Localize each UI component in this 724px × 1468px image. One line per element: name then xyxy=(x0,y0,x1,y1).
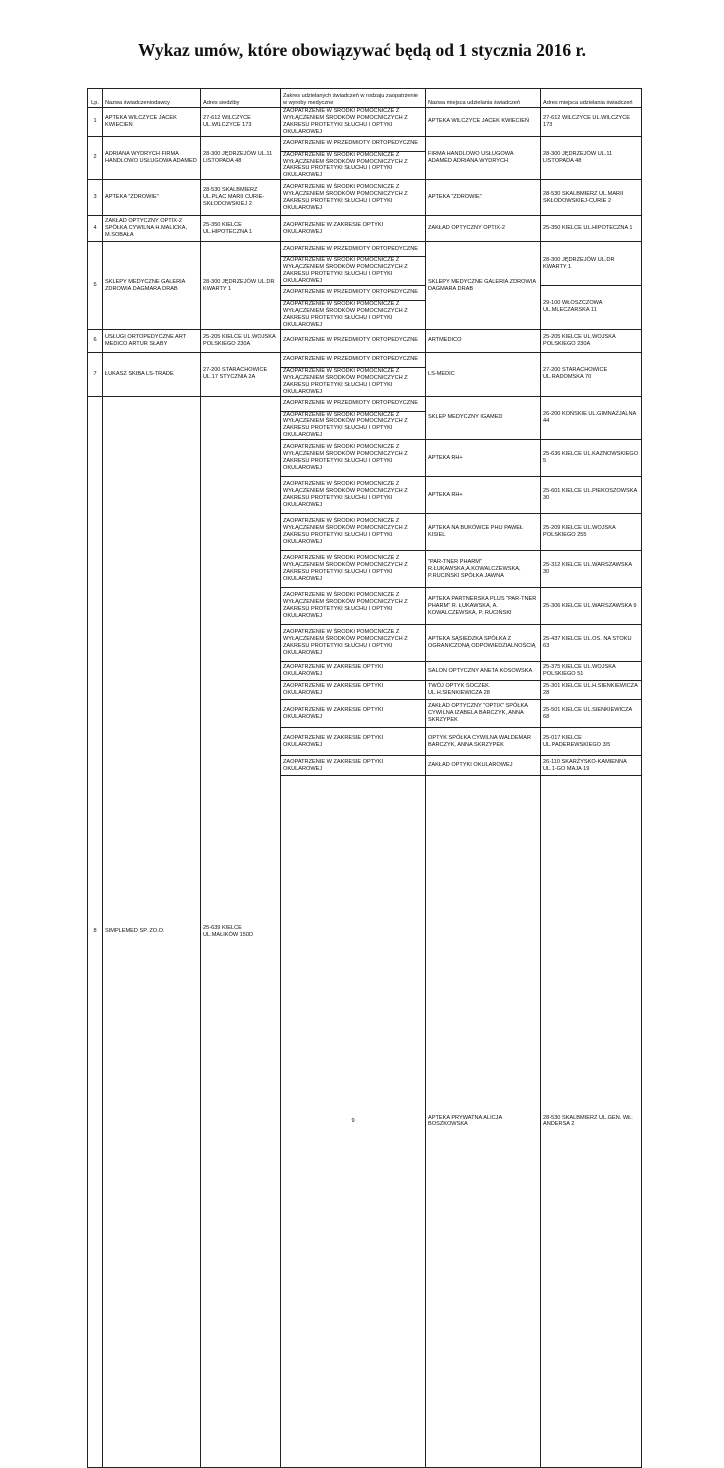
cell-place-address: 26-110 SKARŻYSKO-KAMIENNA UL.1-GO MAJA 19 xyxy=(541,756,642,776)
cell-scope: ZAOPATRZENIE W PRZEDMIOTY ORTOPEDYCZNE xyxy=(281,396,426,411)
header-address: Adres siedziby xyxy=(201,89,281,108)
header-lp: Lp. xyxy=(88,89,103,108)
cell-place: APTEKA WILCZYCE JACEK KWIECIEŃ xyxy=(426,108,541,137)
cell-lp: 4 xyxy=(88,216,103,242)
cell-place: OPTYK SPÓŁKA CYWILNA WALDEMAR BARCZYK, ANNA SKRZYPEK xyxy=(426,728,541,756)
cell-address: 27-200 STARACHOWICE UL.17 STYCZNIA 2A xyxy=(201,352,281,396)
cell-lp: 9 xyxy=(281,776,426,1468)
cell-address: 27-612 WILCZYCE UL.WILCZYCE 173 xyxy=(201,108,281,137)
cell-place-address: 28-530 SKALBMIERZ UL.MARII SKŁODOWSKIEJ-CURIE 2 xyxy=(541,180,642,216)
cell-scope: ZAOPATRZENIE W ŚRODKI POMOCNICZE Z WYŁĄCZENIEM ŚRODKÓW POMOCNICZYCH Z ZAKRESU PROTETYKI SŁUCHU I OPTYKI OKULAROWEJ xyxy=(281,514,426,551)
cell-scope: ZAOPATRZENIE W ŚRODKI POMOCNICZE Z WYŁĄCZENIEM ŚRODKÓW POMOCNICZYCH Z ZAKRESU PROTETYKI SŁUCHU I OPTYKI OKULAROWEJ xyxy=(281,180,426,216)
cell-place-address: 25-306 KIELCE UL.WARSZAWSKA 9 xyxy=(541,588,642,625)
cell-place: APTEKA RH+ xyxy=(426,440,541,477)
cell-provider: APTEKA "ZDROWIE" xyxy=(103,180,201,216)
cell-scope: ZAOPATRZENIE W ŚRODKI POMOCNICZE Z WYŁĄCZENIEM ŚRODKÓW POMOCNICZYCH Z ZAKRESU PROTETYKI SŁUCHU I OPTYKI OKULAROWEJ xyxy=(281,108,426,137)
cell-scope: ZAOPATRZENIE W ŚRODKI POMOCNICZE Z WYŁĄCZENIEM ŚRODKÓW POMOCNICZYCH Z ZAKRESU PROTETYKI SŁUCHU I OPTYKI OKULAROWEJ xyxy=(281,257,426,286)
cell-place: SALON OPTYCZNY ANETA KOSOWSKA xyxy=(426,662,541,681)
cell-lp: 6 xyxy=(88,329,103,352)
cell-address: 28-300 JĘDRZEJÓW UL.11 LISTOPADA 48 xyxy=(201,136,281,180)
cell-lp: 3 xyxy=(88,180,103,216)
cell-place-address: 27-200 STARACHOWICE UL.RADOMSKA 70 xyxy=(541,352,642,396)
table-row xyxy=(88,108,642,137)
cell-place: ZAKŁAD OPTYCZNY OPTIX-2 xyxy=(426,216,541,242)
cell-scope: ZAOPATRZENIE W ŚRODKI POMOCNICZE Z WYŁĄCZENIEM ŚRODKÓW POMOCNICZYCH Z ZAKRESU PROTETYKI SŁUCHU I OPTYKI OKULAROWEJ xyxy=(281,477,426,514)
table-row xyxy=(88,329,642,352)
cell-place: LS-MEDIC xyxy=(426,352,541,396)
cell-place-address: 25-301 KIELCE UL.H.SIENKIEWICZA 28 xyxy=(541,681,642,700)
cell-scope: ZAOPATRZENIE W ZAKRESIE OPTYKI OKULAROWEJ xyxy=(281,681,426,700)
cell-place: APTEKA RH+ xyxy=(426,477,541,514)
cell-scope: ZAOPATRZENIE W PRZEDMIOTY ORTOPEDYCZNE xyxy=(281,242,426,257)
cell-scope: ZAOPATRZENIE W ŚRODKI POMOCNICZE Z WYŁĄCZENIEM ŚRODKÓW POMOCNICZYCH Z ZAKRESU PROTETYKI SŁUCHU I OPTYKI OKULAROWEJ xyxy=(281,440,426,477)
cell-scope: ZAOPATRZENIE W ŚRODKI POMOCNICZE Z WYŁĄCZENIEM ŚRODKÓW POMOCNICZYCH Z ZAKRESU PROTETYKI SŁUCHU I OPTYKI OKULAROWEJ xyxy=(281,151,426,180)
cell-address: 25-350 KIELCE UL.HIPOTECZNA 1 xyxy=(201,216,281,242)
cell-scope: ZAOPATRZENIE W PRZEDMIOTY ORTOPEDYCZNE xyxy=(281,329,426,352)
table-row xyxy=(88,242,642,257)
header-place: Nazwa miejsca udzielania świadczeń xyxy=(426,89,541,108)
page-title: Wykaz umów, które obowiązywać będą od 1 stycznia 2016 r. xyxy=(137,40,587,60)
header-place-address: Adres miejsca udzielania świadczeń xyxy=(541,89,642,108)
cell-address: 28-530 SKALBMIERZ UL.PLAC MARII CURIE-SKŁODOWSKIEJ 2 xyxy=(201,180,281,216)
cell-address: 28-300 JĘDRZEJÓW UL.DR KWARTY 1 xyxy=(201,242,281,330)
cell-place-address: 25-636 KIELCE UL.KAZNOWSKIEGO 5 xyxy=(541,440,642,477)
cell-address: 25-205 KIELCE UL.WOJSKA POLSKIEGO 230A xyxy=(201,329,281,352)
cell-scope: ZAOPATRZENIE W ŚRODKI POMOCNICZE Z WYŁĄCZENIEM ŚRODKÓW POMOCNICZYCH Z ZAKRESU PROTETYKI SŁUCHU I OPTYKI OKULAROWEJ xyxy=(281,551,426,588)
cell-place-address: 25-312 KIELCE UL.WARSZAWSKA 30 xyxy=(541,551,642,588)
cell-provider: APTEKA PRYWATNA ALICJA BOSZKOWSKA xyxy=(426,776,541,1468)
cell-address: 25-639 KIELCE UL.MALIKÓW 150D xyxy=(201,396,281,1467)
cell-place-address: 27-612 WILCZYCE UL.WILCZYCE 173 xyxy=(541,108,642,137)
cell-place: ARTMEDICO xyxy=(426,329,541,352)
cell-place-address: 28-300 JĘDRZEJÓW UL.DR KWARTY 1 xyxy=(541,242,642,286)
cell-place: SKLEPY MEDYCZNE GALERIA ZDROWIA DAGMARA DRAB xyxy=(426,242,541,330)
cell-provider: SKLEPY MEDYCZNE GALERIA ZDROWIA DAGMARA DRAB xyxy=(103,242,201,330)
cell-scope: ZAOPATRZENIE W ZAKRESIE OPTYKI OKULAROWEJ xyxy=(281,216,426,242)
cell-lp: 8 xyxy=(88,396,103,1467)
cell-scope: ZAOPATRZENIE W PRZEDMIOTY ORTOPEDYCZNE xyxy=(281,285,426,300)
cell-place-address: 29-100 WŁOSZCZOWA UL.MLECZARSKA 11 xyxy=(541,285,642,329)
cell-place: ZAKŁAD OPTYKI OKULAROWEJ xyxy=(426,756,541,776)
cell-place: APTEKA NA BUKÓWCE PHU PAWEŁ KISIEL xyxy=(426,514,541,551)
cell-lp: 2 xyxy=(88,136,103,180)
cell-place-address: 25-017 KIELCE UL.PADEREWSKIEGO 3/5 xyxy=(541,728,642,756)
cell-provider: ŁUKASZ SKIBA LS-TRADE xyxy=(103,352,201,396)
cell-place: APTEKA SĄSIEDZKA SPÓŁKA Z OGRANICZONĄ ODPOWIEDZIALNOŚCIĄ xyxy=(426,625,541,662)
cell-place: "PAR-TNER PHARM" R.ŁUKAWSKA,A.KOWALCZEWSKA, P.RUCIŃSKI SPÓŁKA JAWNA xyxy=(426,551,541,588)
cell-scope: ZAOPATRZENIE W ŚRODKI POMOCNICZE Z WYŁĄCZENIEM ŚRODKÓW POMOCNICZYCH Z ZAKRESU PROTETYKI SŁUCHU I OPTYKI OKULAROWEJ xyxy=(281,300,426,329)
cell-place: TWÓJ OPTYK SOCZEK. UL.H.SIENKIEWICZA 28 xyxy=(426,681,541,700)
cell-provider: USŁUGI ORTOPEDYCZNE ART MEDICO ARTUR SŁABY xyxy=(103,329,201,352)
cell-place-address: 28-300 JĘDRZEJÓW UL.11 LISTOPADA 48 xyxy=(541,136,642,180)
cell-scope: ZAOPATRZENIE W ŚRODKI POMOCNICZE Z WYŁĄCZENIEM ŚRODKÓW POMOCNICZYCH Z ZAKRESU PROTETYKI SŁUCHU I OPTYKI OKULAROWEJ xyxy=(281,411,426,440)
cell-place: ZAKŁAD OPTYCZNY "OPTIX" SPÓŁKA CYWILNA IZABELA BARCZYK, ANNA SKRZYPEK xyxy=(426,700,541,728)
cell-lp: 7 xyxy=(88,352,103,396)
cell-scope: ZAOPATRZENIE W ZAKRESIE OPTYKI OKULAROWEJ xyxy=(281,662,426,681)
cell-place-address: 25-501 KIELCE UL.SIENKIEWICZA 68 xyxy=(541,700,642,728)
cell-lp: 1 xyxy=(88,108,103,137)
cell-place-address: 26-200 KOŃSKIE UL.GIMNAZJALNA 44 xyxy=(541,396,642,440)
cell-scope: ZAOPATRZENIE W ŚRODKI POMOCNICZE Z WYŁĄCZENIEM ŚRODKÓW POMOCNICZYCH Z ZAKRESU PROTETYKI SŁUCHU I OPTYKI OKULAROWEJ xyxy=(281,588,426,625)
header-scope: Zakres udzielanych świadczeń w rodzaju zaopatrzenie w wyroby medyczne xyxy=(281,89,426,108)
cell-scope: ZAOPATRZENIE W ZAKRESIE OPTYKI OKULAROWEJ xyxy=(281,728,426,756)
cell-scope: ZAOPATRZENIE W PRZEDMIOTY ORTOPEDYCZNE xyxy=(281,352,426,367)
contracts-table xyxy=(87,88,642,1468)
cell-lp: 5 xyxy=(88,242,103,330)
cell-place-address: 25-601 KIELCE UL.PIEKOSZOWSKA 30 xyxy=(541,477,642,514)
cell-place: APTEKA PARTNERSKA PLUS "PAR-TNER PHARM" R. ŁUKAWSKA, A. KOWALCZEWSKA, P. RUCIŃSKI xyxy=(426,588,541,625)
cell-place-address: 25-375 KIELCE UL.WOJSKA POLSKIEGO 51 xyxy=(541,662,642,681)
cell-place: FIRMA HANDLOWO USŁUGOWA ADAMED ADRIANA WYDRYCH xyxy=(426,136,541,180)
table-row xyxy=(88,180,642,216)
table-row xyxy=(88,136,642,151)
table-row xyxy=(88,216,642,242)
cell-provider: ZAKŁAD OPTYCZNY OPTIX-2 SPÓŁKA CYWILNA H.MALICKA, M.SOBAŁA xyxy=(103,216,201,242)
cell-provider: APTEKA WILCZYCE JACEK KWIECIEŃ xyxy=(103,108,201,137)
cell-place-address: 25-437 KIELCE UL.OS. NA STOKU 63 xyxy=(541,625,642,662)
cell-place: SKLEP MEDYCZNY IGAMED xyxy=(426,396,541,440)
cell-place-address: 25-350 KIELCE UL.HIPOTECZNA 1 xyxy=(541,216,642,242)
cell-scope: ZAOPATRZENIE W ZAKRESIE OPTYKI OKULAROWEJ xyxy=(281,756,426,776)
cell-place: APTEKA "ZDROWIE" xyxy=(426,180,541,216)
cell-provider: SIMPLEMED SP. ZO.O. xyxy=(103,396,201,1467)
header-row xyxy=(88,89,642,108)
cell-place-address: 25-209 KIELCE UL.WOJSKA POLSKIEGO 255 xyxy=(541,514,642,551)
table-row xyxy=(88,352,642,367)
header-provider: Nazwa świadczeniodawcy xyxy=(103,89,201,108)
cell-scope: ZAOPATRZENIE W ŚRODKI POMOCNICZE Z WYŁĄCZENIEM ŚRODKÓW POMOCNICZYCH Z ZAKRESU PROTETYKI SŁUCHU I OPTYKI OKULAROWEJ xyxy=(281,367,426,396)
cell-scope: ZAOPATRZENIE W ŚRODKI POMOCNICZE Z WYŁĄCZENIEM ŚRODKÓW POMOCNICZYCH Z ZAKRESU PROTETYKI SŁUCHU I OPTYKI OKULAROWEJ xyxy=(281,625,426,662)
cell-scope: ZAOPATRZENIE W PRZEDMIOTY ORTOPEDYCZNE xyxy=(281,136,426,151)
cell-address: 28-530 SKALBMIERZ UL.GEN. WŁ. ANDERSA 2 xyxy=(541,776,642,1468)
cell-provider: ADRIANA WYDRYCH FIRMA HANDLOWO USŁUGOWA ADAMED xyxy=(103,136,201,180)
cell-place-address: 25-205 KIELCE UL.WOJSKA POLSKIEGO 230A xyxy=(541,329,642,352)
table-row xyxy=(88,396,642,411)
cell-scope: ZAOPATRZENIE W ZAKRESIE OPTYKI OKULAROWEJ xyxy=(281,700,426,728)
